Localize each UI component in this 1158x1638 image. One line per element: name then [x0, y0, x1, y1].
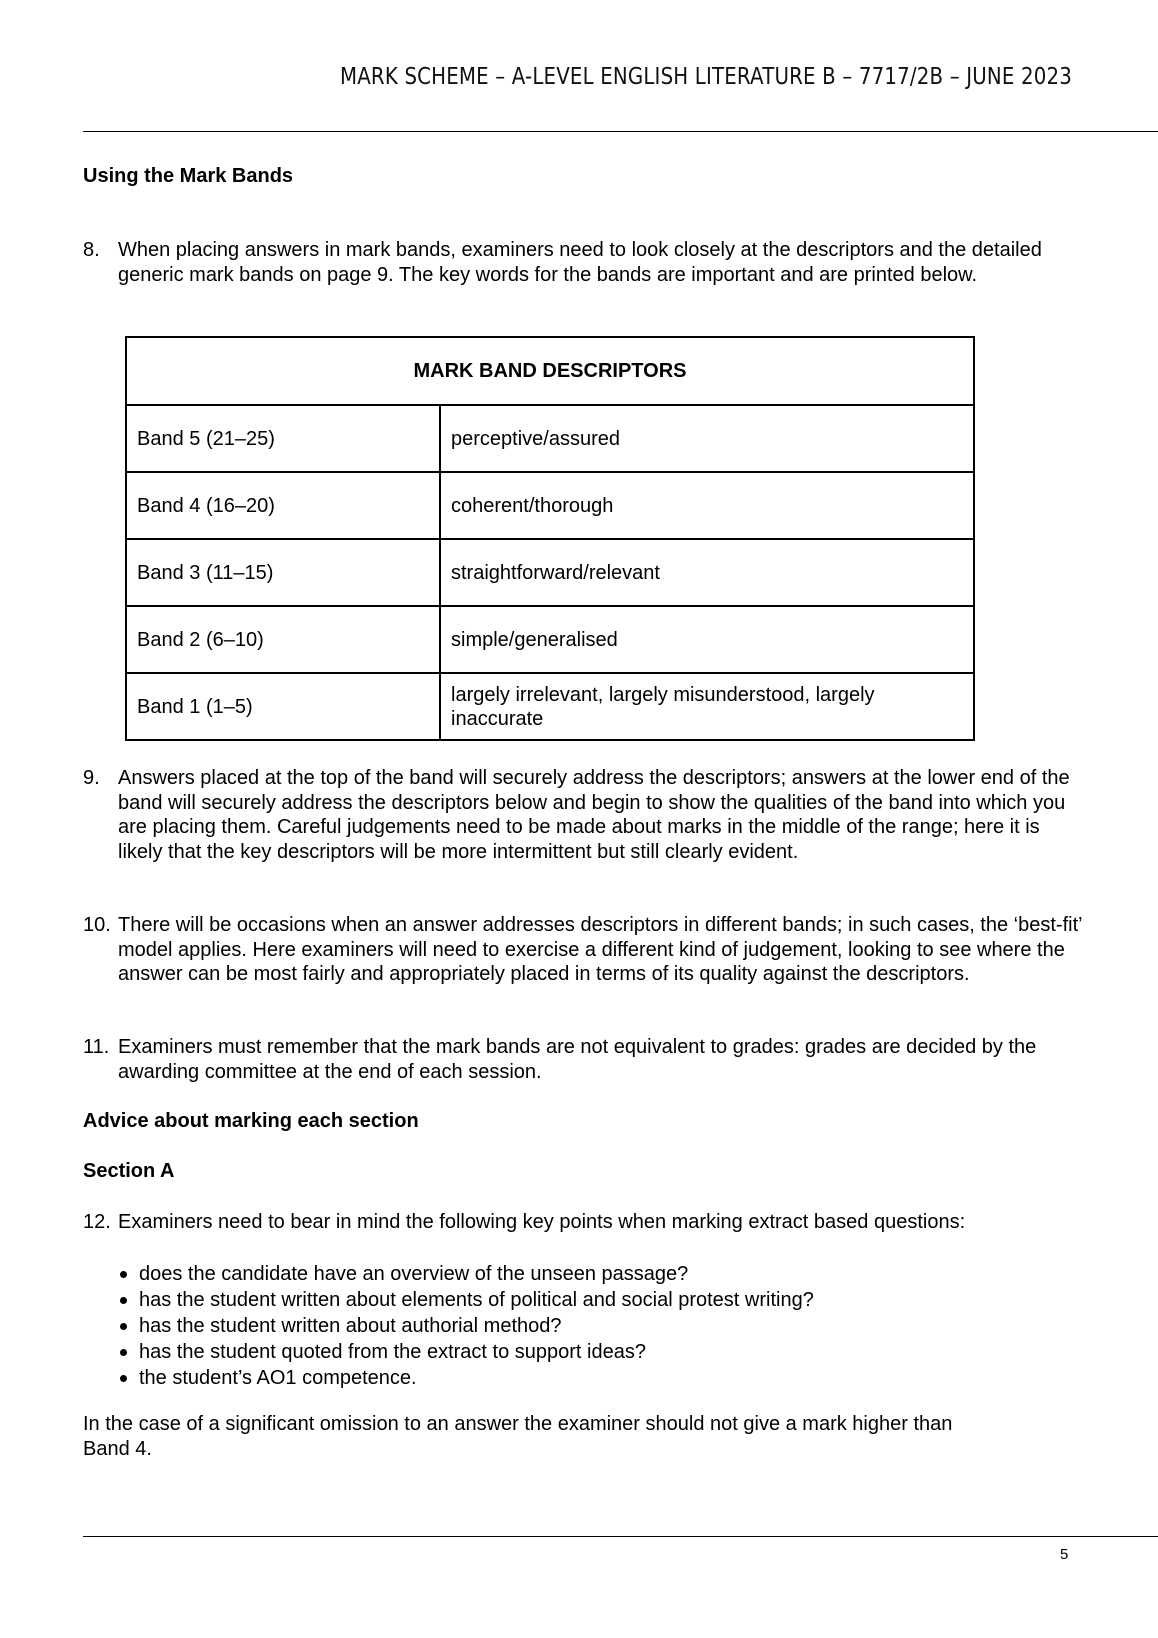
list-item	[120, 1339, 814, 1365]
bullet-icon	[120, 1297, 127, 1304]
item-number: 9.	[83, 767, 100, 789]
header-divider	[83, 131, 1158, 132]
heading-using-mark-bands: Using the Mark Bands	[83, 165, 294, 187]
descriptor-cell: straightforward/relevant	[440, 539, 974, 606]
band-cell: Band 5 (21–25)	[126, 405, 440, 472]
descriptor-cell: perceptive/assured	[440, 405, 974, 472]
heading-advice: Advice about marking each section	[83, 1110, 419, 1132]
item-text: There will be occasions when an answer addresses descriptors in different bands; in such cases, the ‘best-fit’ model applies. Here examiners will need to exercise a different kind of judgement, looking to see where the answer can be most fairly and appropriately placed in terms of its quality against the descriptors.	[118, 914, 1082, 985]
item-number: 11.	[83, 1036, 110, 1058]
item-text: Answers placed at the top of the band will securely address the descriptors; answers at the lower end of the band will securely address the descriptors below and begin to show the qualities of the band into which you are placing them. Careful judgements need to be made about marks in the middle of the range; here it is likely that the key descriptors will be more intermittent but still clearly evident.	[118, 767, 1070, 863]
list-item-text: has the student quoted from the extract to support ideas?	[139, 1341, 646, 1363]
table-row	[126, 606, 974, 673]
item-8	[83, 238, 1058, 287]
mark-band-descriptors-table	[125, 336, 975, 741]
table-row	[126, 539, 974, 606]
bullet-icon	[120, 1375, 127, 1382]
descriptor-cell: largely irrelevant, largely misunderstood, largely inaccurate	[440, 673, 974, 740]
page-number: 5	[1060, 1546, 1069, 1563]
closing-paragraph: In the case of a significant omission to an answer the examiner should not give a mark higher than Band 4.	[83, 1413, 953, 1460]
document-header-title: MARK SCHEME – A-LEVEL ENGLISH LITERATURE B – 7717/2B – JUNE 2023	[339, 64, 1072, 90]
table-header-row	[126, 337, 974, 405]
descriptor-cell: coherent/thorough	[440, 472, 974, 539]
item-text: When placing answers in mark bands, examiners need to look closely at the descriptors and the detailed generic mark bands on page 9. The key words for the bands are important and are printed below.	[118, 239, 1042, 286]
footer-divider	[83, 1536, 1158, 1537]
item-10	[83, 913, 1083, 987]
table-row	[126, 673, 974, 740]
table-title: MARK BAND DESCRIPTORS	[126, 337, 974, 405]
band-cell: Band 3 (11–15)	[126, 539, 440, 606]
table-row	[126, 472, 974, 539]
band-cell: Band 4 (16–20)	[126, 472, 440, 539]
list-item	[120, 1365, 814, 1391]
band-cell: Band 1 (1–5)	[126, 673, 440, 740]
item-12	[83, 1210, 1083, 1235]
list-item-text: has the student written about elements of political and social protest writing?	[139, 1289, 814, 1311]
item-number: 8.	[83, 239, 100, 261]
list-item	[120, 1261, 814, 1287]
bullet-icon	[120, 1271, 127, 1278]
heading-section-a: Section A	[83, 1160, 175, 1182]
table-row	[126, 405, 974, 472]
item-text: Examiners must remember that the mark bands are not equivalent to grades: grades are decided by the awarding committee at the end of each session.	[118, 1036, 1037, 1083]
list-item	[120, 1287, 814, 1313]
bullet-icon	[120, 1349, 127, 1356]
descriptor-cell: simple/generalised	[440, 606, 974, 673]
item-text: Examiners need to bear in mind the following key points when marking extract based questions:	[118, 1211, 966, 1233]
item-11	[83, 1035, 1083, 1084]
bullet-icon	[120, 1323, 127, 1330]
item-number: 12.	[83, 1211, 111, 1233]
list-item	[120, 1313, 814, 1339]
item-number: 10.	[83, 914, 111, 936]
band-cell: Band 2 (6–10)	[126, 606, 440, 673]
item-9	[83, 766, 1073, 864]
list-item-text: the student’s AO1 competence.	[139, 1367, 417, 1389]
key-points-list	[120, 1261, 814, 1391]
list-item-text: has the student written about authorial method?	[139, 1315, 562, 1337]
list-item-text: does the candidate have an overview of the unseen passage?	[139, 1263, 689, 1285]
